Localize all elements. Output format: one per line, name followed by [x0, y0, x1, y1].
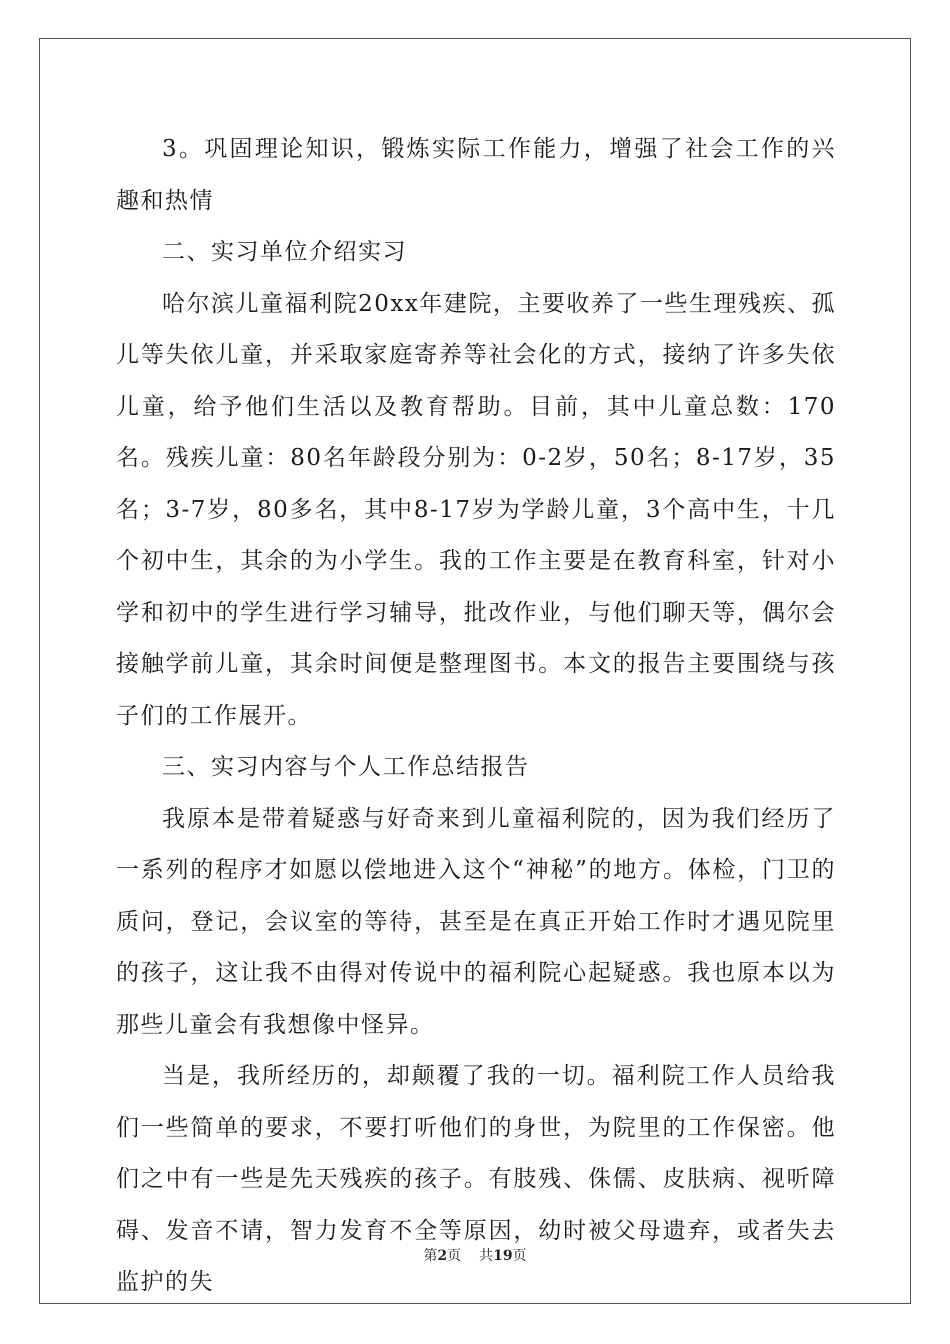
- total-suffix: 页: [512, 1248, 527, 1264]
- paragraph-goal-3: 3。巩固理论知识，锻炼实际工作能力，增强了社会工作的兴趣和热情: [116, 136, 836, 214]
- total-prefix: 共: [479, 1248, 494, 1264]
- paragraph-experience: 当是，我所经历的，却颠覆了我的一切。福利院工作人员给我们一些简单的要求，不要打听他们的身世，为院里的工作保密。他们之中有一些是先天残疾的孩子。有肢残、侏儒、皮肤病、视听障碍、发音不请，智力发育不全等原因，幼时被父母遗弃，或者失去监护的失: [116, 1063, 836, 1295]
- page-suffix: 页: [447, 1248, 462, 1264]
- page-footer: [0, 1245, 950, 1265]
- page-prefix: 第: [423, 1248, 438, 1264]
- section-heading-2: 二、实习单位介绍实习: [162, 239, 407, 265]
- paragraph-unit-intro: 哈尔滨儿童福利院20xx年建院，主要收养了一些生理残疾、孤儿等失依儿童，并采取家庭寄养等社会化的方式，接纳了许多失依儿童，给予他们生活以及教育帮助。目前，其中儿童总数：170名。残疾儿童：80名年龄段分别为：0-2岁，50名；8-17岁，35名；3-7岁，80多名，其中8-17岁为学龄儿童，3个高中生，十几个初中生，其余的为小学生。我的工作主要是在教育科室，针对小学和初中的学生进行学习辅导，批改作业，与他们聊天等，偶尔会接触学前儿童，其余时间便是整理图书。本文的报告主要围绕与孩子们的工作展开。: [116, 290, 836, 729]
- section-heading-3: 三、实习内容与个人工作总结报告: [162, 754, 530, 780]
- page-number: 2: [437, 1248, 448, 1264]
- document-body: [116, 124, 836, 1309]
- paragraph-first-impression: 我原本是带着疑惑与好奇来到儿童福利院的，因为我们经历了一系列的程序才如愿以偿地进入这个“神秘”的地方。体检，门卫的质问，登记，会议室的等待，甚至是在真正开始工作时才遇见院里的孩子，这让我不由得对传说中的福利院心起疑惑。我也原本以为那些儿童会有我想像中怪异。: [116, 805, 836, 1038]
- total-pages: 19: [493, 1248, 513, 1264]
